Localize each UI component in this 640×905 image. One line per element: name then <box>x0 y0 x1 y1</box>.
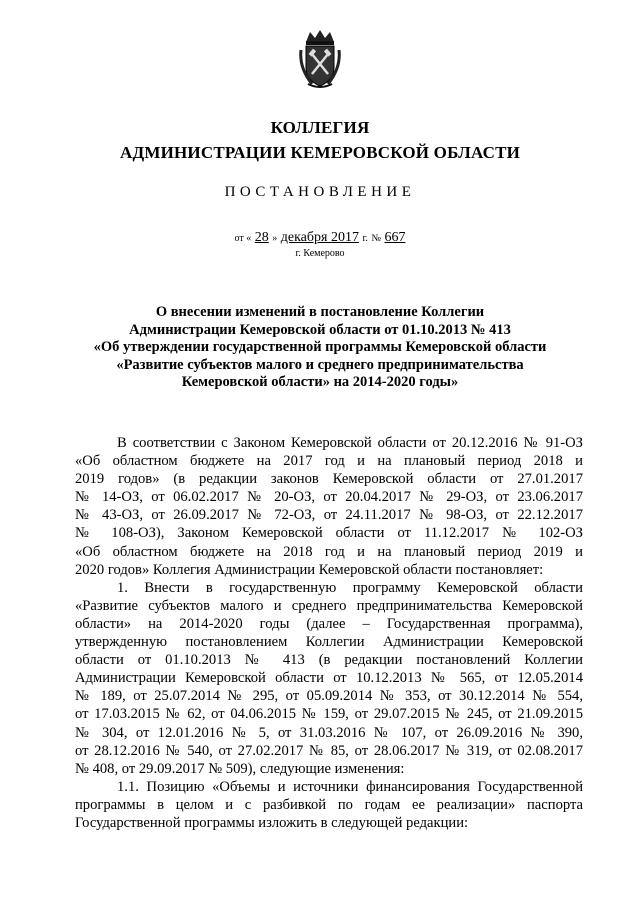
body-line: области» на 2014-2020 годы (далее – Государственная программа), <box>75 615 583 632</box>
doc-number: 667 <box>384 230 406 245</box>
body-line: утвержденную постановлением Коллегии Администрации Кемеровской <box>75 634 583 651</box>
title-line: О внесении изменений в постановление Коллегии <box>155 304 485 320</box>
org-name-line1: КОЛЛЕГИЯ <box>270 118 370 137</box>
doc-number-label: № <box>371 233 381 244</box>
body-line: № 108-ОЗ), Законом Кемеровской области от 11.12.2017 № 102-ОЗ <box>75 525 583 542</box>
body-line: программы в целом и с разбивкой по годам ее реализации» паспорта <box>75 796 583 813</box>
body-line: 2020 годов» Коллегия Администрации Кемеровской области постановляет: <box>75 561 544 578</box>
body-line: № 304, от 12.01.2016 № 5, от 31.03.2016 № 107, от 26.09.2016 № 390, <box>75 724 583 741</box>
body-line: № 43-ОЗ, от 26.09.2017 № 72-ОЗ, от 24.11.2017 № 98-ОЗ, от 22.12.2017 <box>75 507 583 524</box>
date-month-year: декабря 2017 <box>280 230 359 245</box>
date-from-label: от « <box>234 233 252 244</box>
body-line: № 408, от 29.09.2017 № 509), следующие изменения: <box>75 760 405 777</box>
date-quote-close: » <box>272 233 278 244</box>
org-name-line2: АДМИНИСТРАЦИИ КЕМЕРОВСКОЙ ОБЛАСТИ <box>119 143 521 162</box>
body-line: от 17.03.2015 № 62, от 04.06.2015 № 159, от 29.07.2015 № 245, от 21.09.2015 <box>75 706 583 723</box>
body-line: от 28.12.2016 № 540, от 27.02.2017 № 85, от 28.06.2017 № 319, от 02.08.2017 <box>75 742 583 759</box>
body-line: «Развитие субъектов малого и среднего предпринимательства Кемеровской <box>75 597 583 614</box>
document-type: ПОСТАНОВЛЕНИЕ <box>224 184 416 200</box>
title-line: «Об утверждении государственной программы Кемеровской области <box>93 339 547 355</box>
body-line: В соответствии с Законом Кемеровской области от 20.12.2016 № 91-ОЗ <box>117 435 583 451</box>
body-line: № 14-ОЗ, от 06.02.2017 № 20-ОЗ, от 20.04.2017 № 29-ОЗ, от 23.06.2017 <box>75 489 583 506</box>
body-line: «Об областном бюджете на 2017 год и на плановый период 2018 и <box>75 453 583 470</box>
city-name: г. Кемерово <box>295 248 345 259</box>
title-line: Администрации Кемеровской области от 01.10.2013 № 413 <box>129 321 511 338</box>
body-line: «Об областном бюджете на 2018 год и на плановый период 2019 и <box>75 543 583 560</box>
body-line: Администрации Кемеровской области от 10.12.2013 № 565, от 12.05.2014 <box>75 670 583 687</box>
date-day: 28 <box>254 230 269 245</box>
kemerovo-coat-of-arms-icon <box>298 28 342 90</box>
document-title <box>60 304 580 392</box>
body-line: области от 01.10.2013 № 413 (в редакции постановлений Коллегии <box>75 652 583 669</box>
body-line: № 189, от 25.07.2014 № 295, от 05.09.2014 № 353, от 30.12.2014 № 554, <box>75 688 583 705</box>
document-body <box>75 434 583 832</box>
title-line: «Развитие субъектов малого и среднего предпринимательства <box>116 356 524 373</box>
date-line <box>0 230 640 246</box>
body-line: 1.1. Позицию «Объемы и источники финансирования Государственной <box>117 778 583 795</box>
body-line: 1. Внести в государственную программу Кемеровской области <box>117 579 583 596</box>
body-line: Государственной программы изложить в следующей редакции: <box>75 814 469 831</box>
title-line: Кемеровской области» на 2014-2020 годы» <box>181 374 459 390</box>
date-year-suffix: г. <box>362 233 368 244</box>
body-line: 2019 годов» (в редакции законов Кемеровской области от 27.01.2017 <box>75 471 583 488</box>
